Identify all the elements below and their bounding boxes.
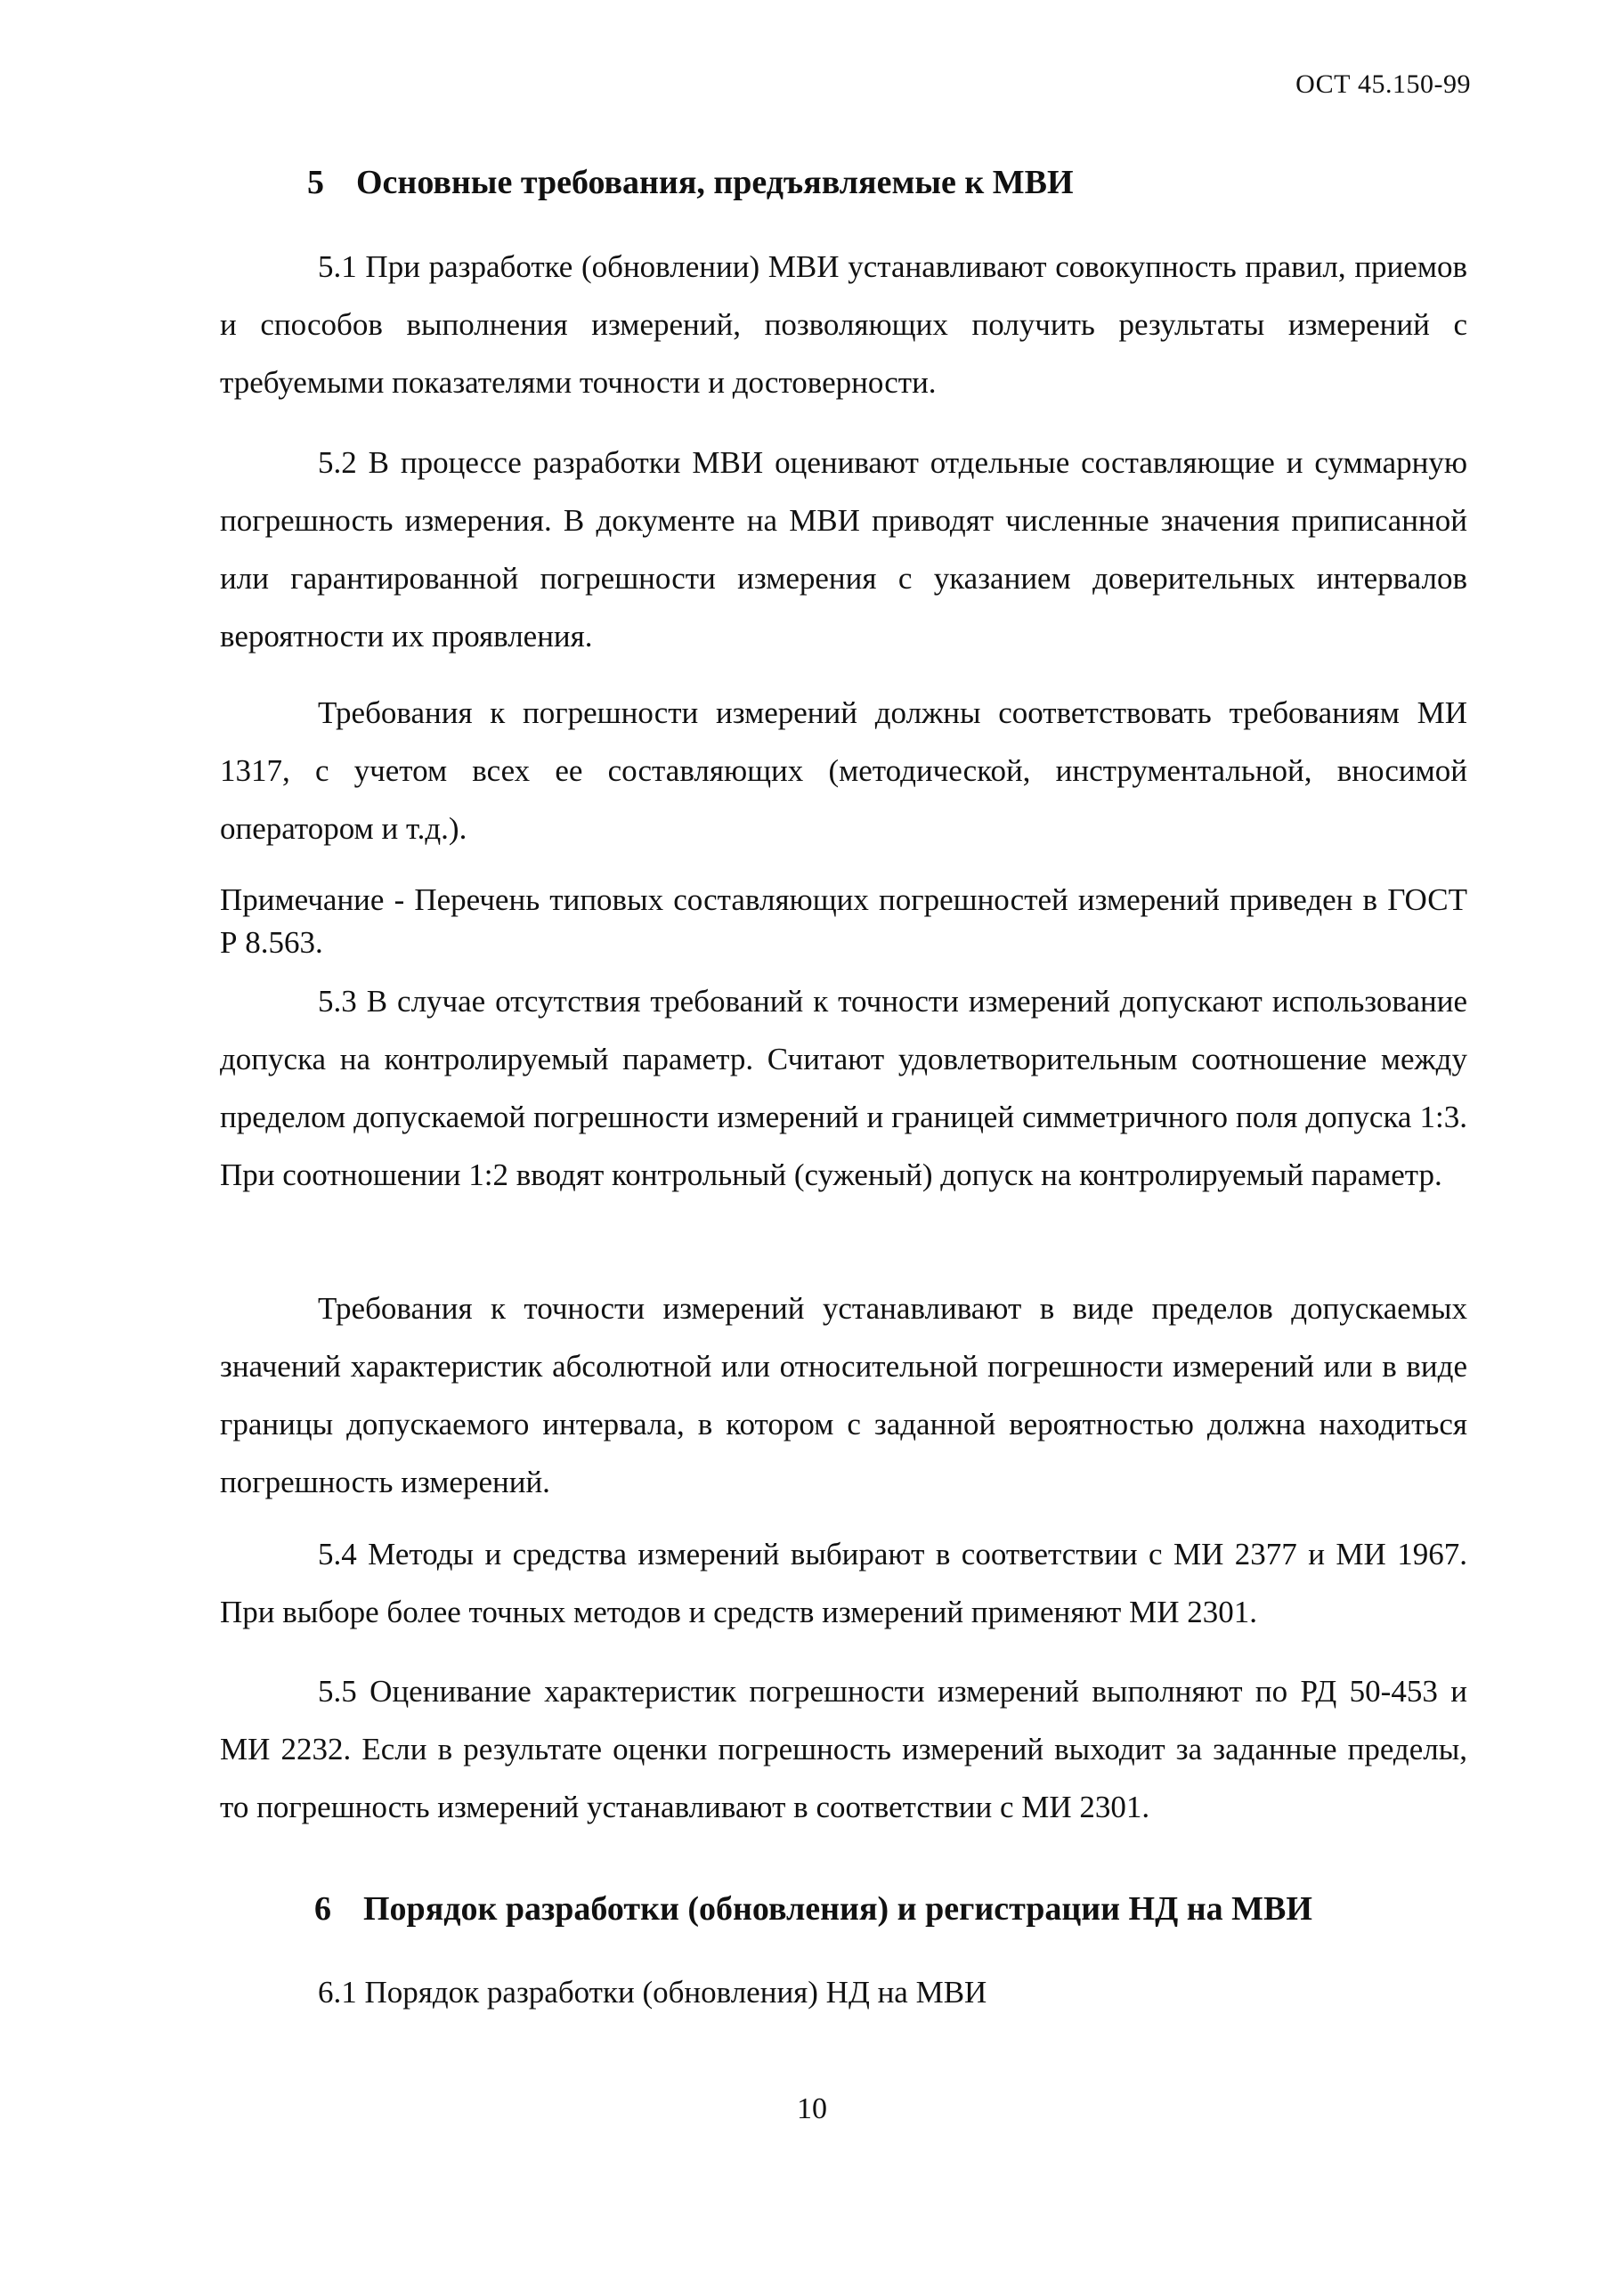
section-5-number: 5 — [307, 164, 324, 201]
section-6-number: 6 — [314, 1890, 331, 1928]
paragraph-5-4: 5.4 Методы и средства измерений выбирают в соответствии с МИ 2377 и МИ 1967. При выборе более точных методов и средств измерений применяют МИ 2301. — [220, 1537, 1467, 1629]
section-5-heading — [307, 163, 1074, 202]
paragraph-5-2: 5.2 В процессе разработки МВИ оценивают отдельные составляющие и суммарную погрешность измерения. В документе на МВИ приводят численные значения приписанной или гарантированной погрешности измерения с указанием доверительных интервалов вероятности их проявления. — [220, 445, 1467, 654]
paragraph-5-1: 5.1 При разработке (обновлении) МВИ устанавливают совокупность правил, приемов и способов выполнения измерений, позволяющих получить результаты измерений с требуемыми показателями точности и достоверности. — [220, 249, 1467, 400]
note-paragraph: Примечание - Перечень типовых составляющих погрешностей измерений приведен в ГОСТ Р 8.563. — [220, 882, 1467, 960]
page-number: 10 — [797, 2092, 827, 2125]
section-5-title: Основные требования, предъявляемые к МВИ — [356, 164, 1074, 201]
subsection-6-1: 6.1 Порядок разработки (обновления) НД на МВИ — [318, 1975, 987, 2010]
paragraph-5-5: 5.5 Оценивание характеристик погрешности измерений выполняют по РД 50-453 и МИ 2232. Если в результате оценки погрешность измерений выходит за заданные пределы, то погрешность измерений устанавливают в соответствии с МИ 2301. — [220, 1674, 1467, 1824]
document-code: ОСТ 45.150-99 — [1295, 69, 1471, 99]
paragraph-error-requirements: Требования к погрешности измерений должны соответствовать требованиям МИ 1317, с учетом всех ее составляющих (методической, инструментальной, вносимой оператором и т.д.). — [220, 695, 1467, 846]
section-6-heading — [314, 1889, 1312, 1929]
paragraph-5-3: 5.3 В случае отсутствия требований к точности измерений допускают использование допуска на контролируемый параметр. Считают удовлетворительным соотношение между пределом допускаемой погрешности измерений и границей симметричного поля допуска 1:3. При соотношении 1:2 вводят контрольный (суженый) допуск на контролируемый параметр. — [220, 984, 1467, 1192]
section-6-title: Порядок разработки (обновления) и регистрации НД на МВИ — [363, 1890, 1312, 1928]
paragraph-accuracy-requirements: Требования к точности измерений устанавливают в виде пределов допускаемых значений характеристик абсолютной или относительной погрешности измерений или в виде границы допускаемого интервала, в котором с заданной вероятностью должна находиться погрешность измерений. — [220, 1291, 1467, 1499]
